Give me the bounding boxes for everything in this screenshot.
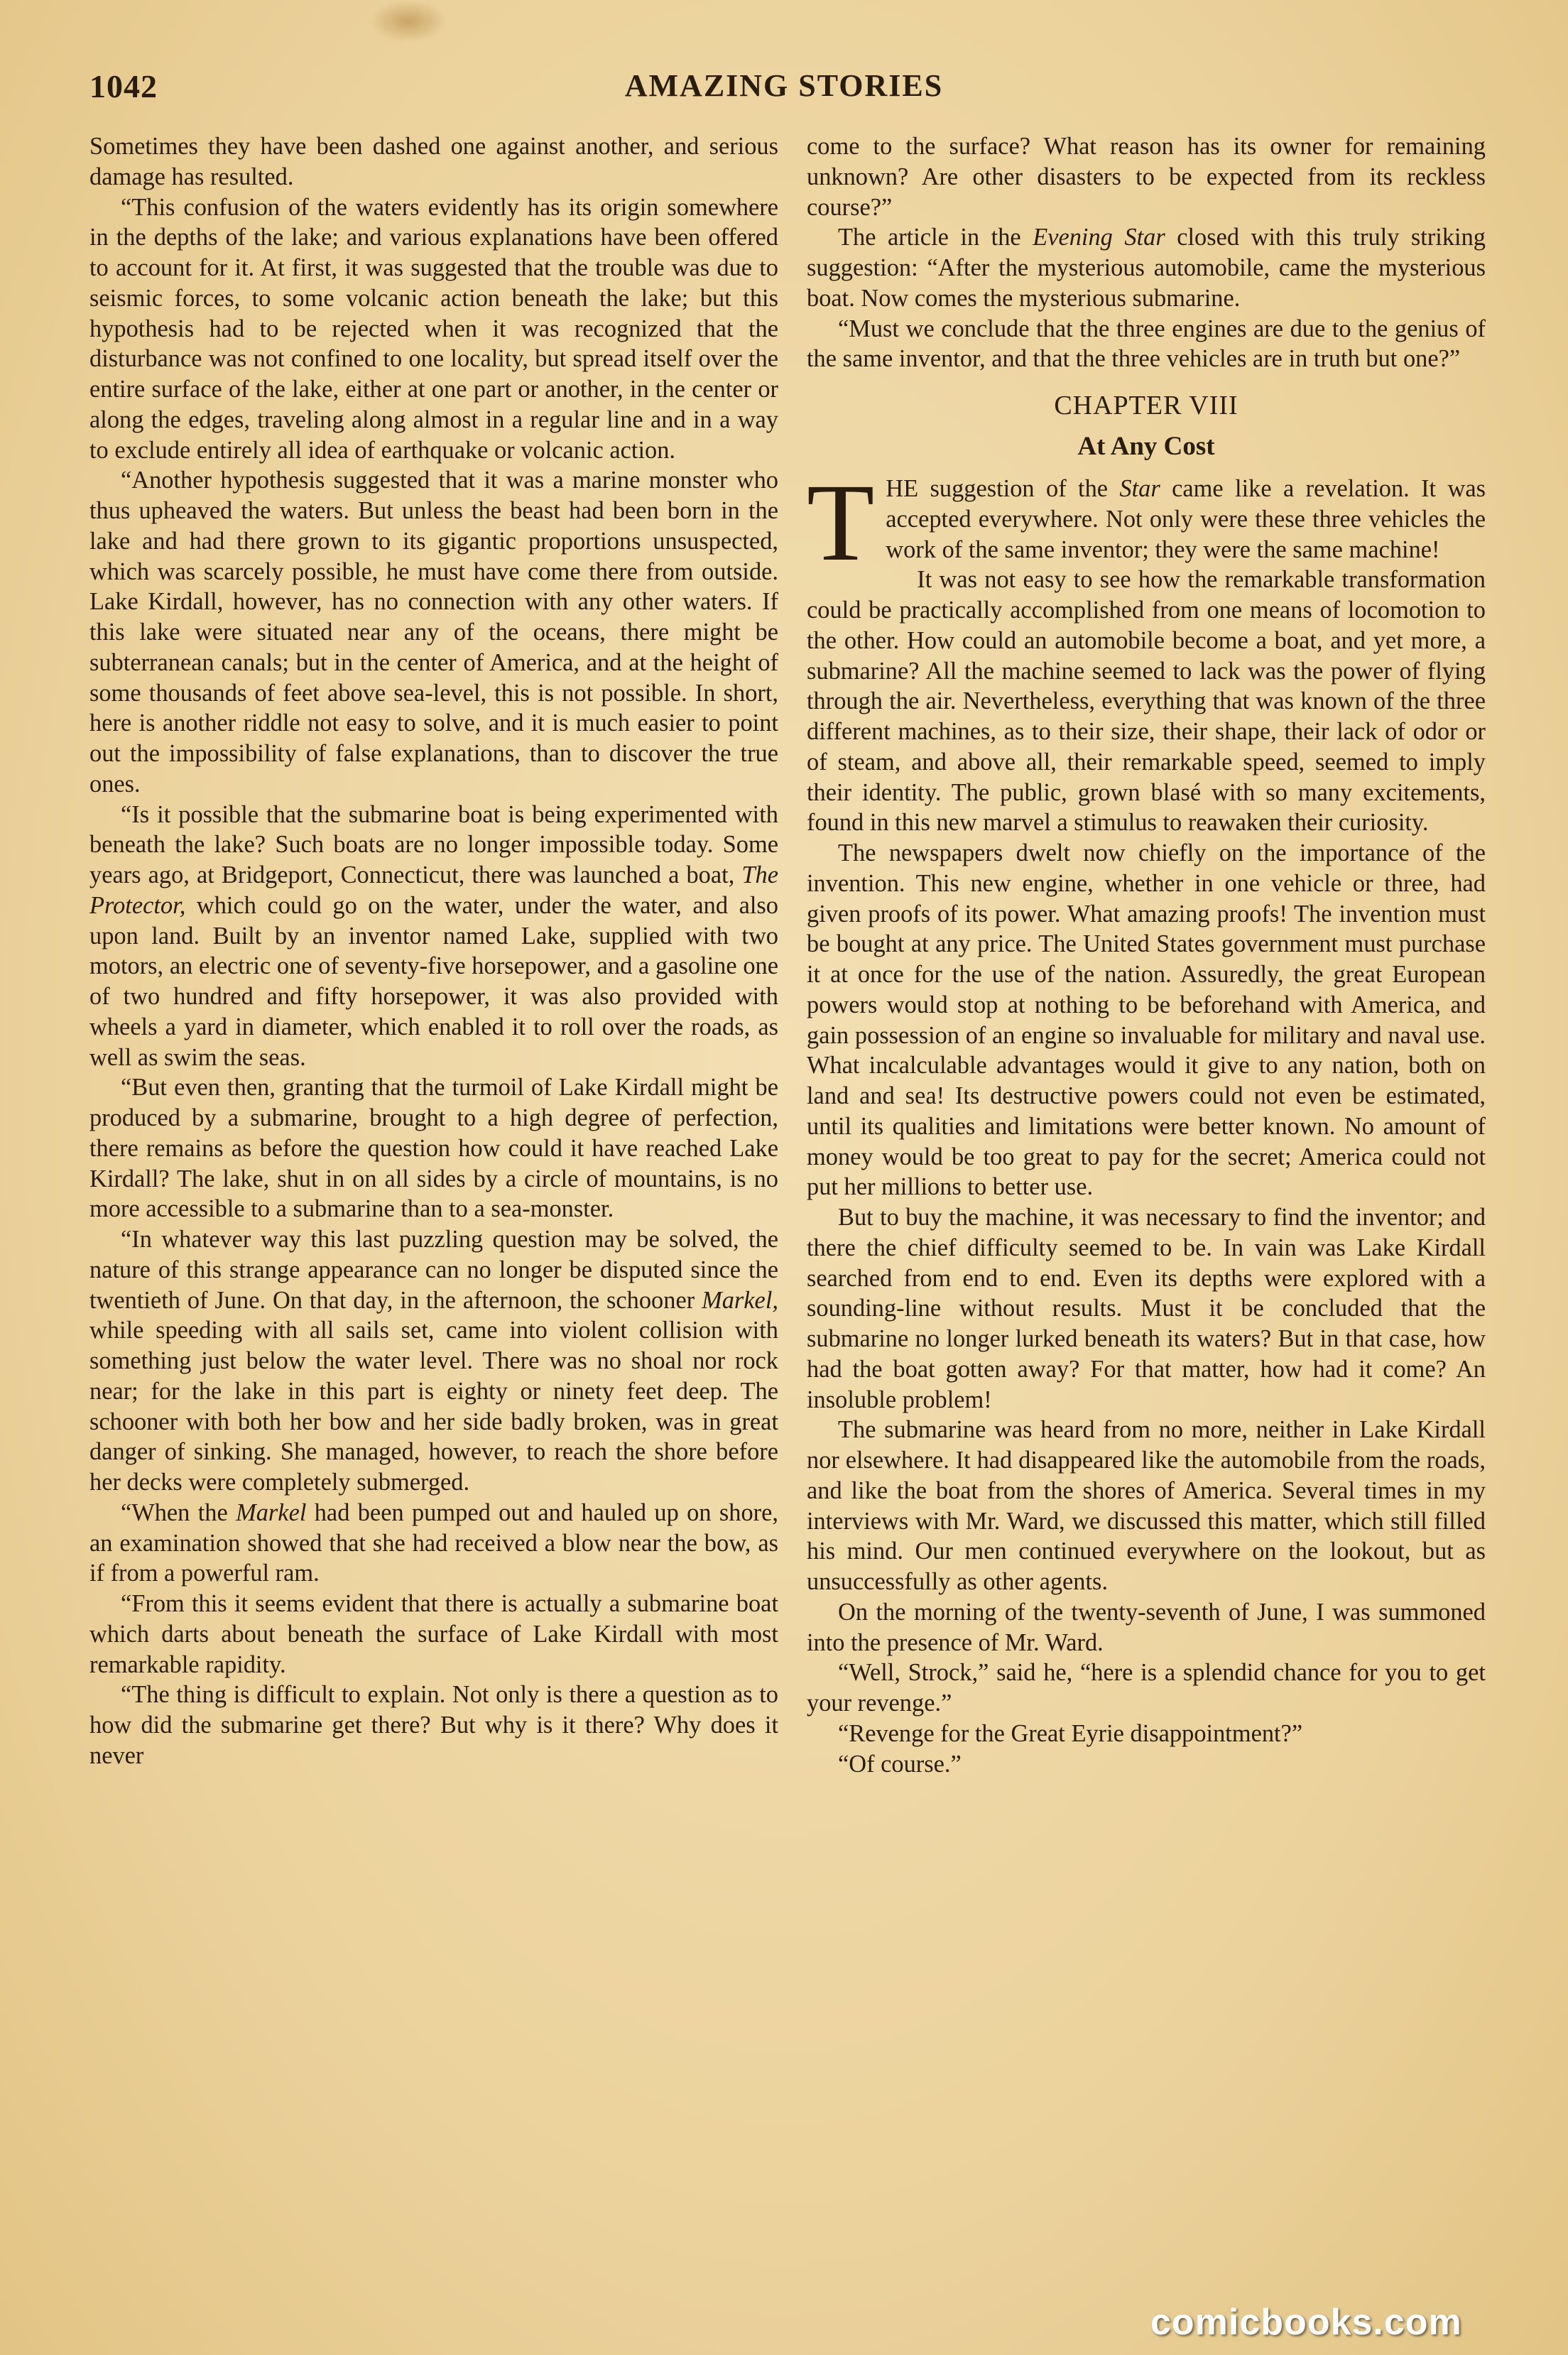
paragraph: “The thing is difficult to explain. Not only is there a question as to how did the submarine get there? But why is it there? Why does it never: [89, 1681, 778, 1769]
paragraph-text: “Is it possible that the submarine boat is being experimented with beneath the lake? Such boats are no longer impossible today. Some years ago, at Bridgeport, Connecticut, there was launched a boat,: [89, 800, 778, 888]
paragraph: “Another hypothesis suggested that it was a marine monster who thus upheaved the waters. But unless the beast had been born in the lake and had there grown to its gigantic proportions unsuspected, which was scarcely possible, he must have come there from outside. Lake Kirdall, however, has no connection with any other waters. If this lake were situated near any of the oceans, there might be subterranean canals; but in the center of America, and at the height of some thousands of feet above sea-level, this is not possible. In short, here is another riddle not easy to solve, and it is much easier to point out the impossibility of false explanations, than to discover the true ones.: [89, 467, 778, 798]
italic-newspaper-name: Evening Star: [1033, 224, 1165, 251]
paragraph-text: “When the: [121, 1499, 228, 1526]
paragraph-text: HE suggestion of the: [886, 475, 1109, 502]
paragraph: On the morning of the twenty-seventh of June, I was summoned into the presence of Mr. Ward.: [807, 1598, 1486, 1656]
paragraph-text: which could go on the water, under the water, and also upon land. Built by an inventor named Lake, supplied with two motors, an electric one of seventy-five horsepower, and a gasoline one of two hundred and fifty horsepower, it was also provided with wheels a yard in diameter, which enabled it to roll over the roads, as well as swim the seas.: [89, 891, 778, 1071]
italic-ship-name: The Protector,: [89, 861, 778, 919]
paragraph: It was not easy to see how the remarkable transformation could be practically accomplished from one means of locomotion to the other. How could an automobile become a boat, and yet more, a submarine? All the machine seemed to lack was the power of flying through the air. Nevertheless, everything that was known of the three different machines, as to their size, their shape, their lack of odor or of steam, and above all, their remarkable speed, seemed to imply their identity. The public, grown blasé with so many excitements, found in this new marvel a stimulus to reawaken their curiosity.: [807, 566, 1486, 837]
paragraph: [89, 800, 778, 1073]
paragraph: “Of course.”: [838, 1750, 962, 1778]
paragraph-text: The article in the: [838, 224, 1021, 251]
chapter-label: CHAPTER VIII: [1054, 391, 1238, 420]
right-column: [807, 131, 1486, 1779]
paragraph-text: while speeding with all sails set, came into violent collision with something just below the water level. There was no shoal nor rock near; for the lake in this part is eighty or ninety feet deep. The schooner with both her bow and her side badly broken, was in great danger of sinking. She managed, however, to reach the shore before her decks were completely submerged.: [89, 1317, 778, 1496]
paragraph-text: had been pumped out and hauled up on shore, an examination showed that she had received a blow near the bow, as if from a powerful ram.: [89, 1499, 778, 1587]
paragraph: [89, 1498, 778, 1589]
page-header: [85, 67, 1483, 117]
paragraph: “But even then, granting that the turmoil of Lake Kirdall might be produced by a submarine, brought to a high degree of perfection, there remains as before the question how could it have reached Lake Kirdall? The lake, shut in on all sides by a circle of mountains, is no more accessible to a submarine than to a sea-monster.: [89, 1074, 778, 1223]
drop-cap: T: [807, 461, 875, 584]
paragraph: Sometimes they have been dashed one against another, and serious damage has resulted.: [89, 133, 778, 190]
paragraph: “Well, Strock,” said he, “here is a splendid chance for you to get your revenge.”: [807, 1659, 1486, 1717]
paragraph-text: came like a revelation. It was accepted everywhere. Not only were these three vehicles the work of the same inventor; they were the same machine!: [886, 475, 1486, 563]
italic-ship-name: Markel: [236, 1499, 307, 1526]
paper-stain: [369, 0, 447, 43]
paragraph: “Revenge for the Great Eyrie disappointment?”: [838, 1719, 1303, 1747]
watermark: comicbooks.com: [1150, 2302, 1462, 2343]
paragraph: But to buy the machine, it was necessary to find the inventor; and there the chief difficulty seemed to be. In vain was Lake Kirdall searched from end to end. Even its depths were explored with a sounding-line without results. Must it be concluded that the submarine no longer lurked beneath its waters? But in that case, how had the boat gotten away? For that matter, how had it come? An insoluble problem!: [807, 1204, 1486, 1413]
paragraph: [89, 1224, 778, 1498]
paragraph-text: “In whatever way this last puzzling question may be solved, the nature of this strange appearance can no longer be disputed since the twentieth of June. On that day, in the afternoon, the schooner: [89, 1226, 778, 1314]
paragraph: [807, 222, 1486, 313]
italic-newspaper-name: Star: [1119, 475, 1160, 502]
paragraph-text: closed with this truly striking suggestion: “After the mysterious automobile, came the mysterious boat. Now comes the mysterious submarine.: [807, 224, 1486, 312]
running-title: AMAZING STORIES: [624, 68, 944, 103]
chapter-first-paragraph: [807, 461, 1486, 584]
chapter-title: At Any Cost: [1077, 432, 1215, 461]
paragraph: come to the surface? What reason has its owner for remaining unknown? Are other disasters to be expected from its reckless course?”: [807, 133, 1486, 221]
paragraph: “From this it seems evident that there is actually a submarine boat which darts about beneath the surface of Lake Kirdall with most remarkable rapidity.: [89, 1590, 778, 1678]
paragraph: The submarine was heard from no more, neither in Lake Kirdall nor elsewhere. It had disappeared like the automobile from the roads, and like the boat from the shores of America. Several times in my interviews with Mr. Ward, we discussed this matter, which still filled his mind. Our men continued everywhere on the lookout, but as unsuccessfully as other agents.: [807, 1416, 1486, 1595]
italic-ship-name: Markel,: [702, 1286, 778, 1314]
paragraph: “Must we conclude that the three engines are due to the genius of the same inventor, and that the three vehicles are in truth but one?”: [807, 315, 1486, 373]
left-column: [89, 131, 778, 1771]
paragraph: The newspapers dwelt now chiefly on the importance of the invention. This new engine, whether in one vehicle or three, had given proofs of its power. What amazing proofs! The invention must be bought at any price. The United States government must purchase it at once for the use of the nation. Assuredly, the great European powers would stop at nothing to be beforehand with America, and gain possession of an engine so invaluable for military and naval use. What incalculable advantages would it give to any nation, both on land and sea! Its destructive powers could not even be estimated, until its qualities and limitations were better known. No amount of money would be too great to pay for the secret; America could not put her millions to better use.: [807, 839, 1486, 1201]
paragraph: “This confusion of the waters evidently has its origin somewhere in the depths of the lake; and various explanations have been offered to account for it. At first, it was suggested that the trouble was due to seismic forces, to some volcanic action beneath the lake; but this hypothesis had to be rejected when it was recognized that the disturbance was not confined to one locality, but spread itself over the entire surface of the lake, either at one part or another, in the center or along the edges, traveling along almost in a regular line and in a way to exclude entirely all idea of earthquake or volcanic action.: [89, 193, 778, 464]
page-number: 1042: [89, 68, 158, 104]
